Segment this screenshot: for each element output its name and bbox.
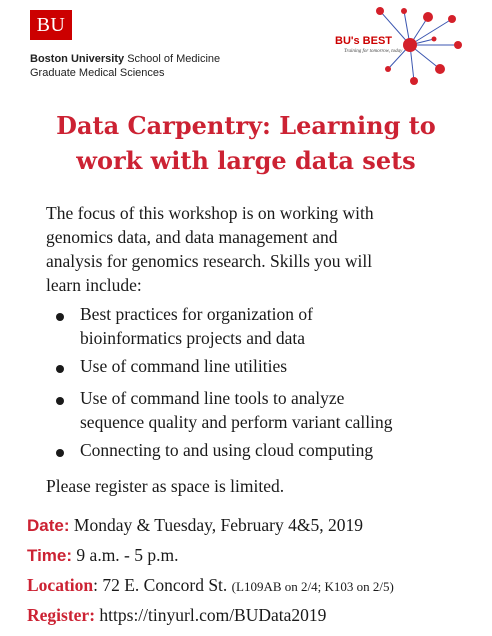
- bullet-icon: [56, 365, 64, 373]
- list-item: [80, 438, 480, 462]
- list-item-line: sequence quality and perform variant calling: [80, 412, 393, 432]
- list-item-line: Connecting to and using cloud computing: [80, 440, 374, 460]
- time-value: 9 a.m. - 5 p.m.: [72, 545, 179, 565]
- division-name: Graduate Medical Sciences: [30, 67, 165, 79]
- title-line-1: Data Carpentry: Learning to: [56, 111, 436, 140]
- list-item: [80, 354, 480, 378]
- network-logo-icon: [370, 5, 465, 90]
- date-value: Monday & Tuesday, February 4&5, 2019: [69, 515, 363, 535]
- bullet-icon: [56, 397, 64, 405]
- page-title: [20, 108, 472, 178]
- intro-line: The focus of this workshop is on working with: [46, 203, 374, 223]
- date-label: Date:: [27, 516, 70, 535]
- location-label: Location: [27, 575, 94, 595]
- list-item-line: Use of command line tools to analyze: [80, 388, 345, 408]
- list-item: [80, 386, 480, 434]
- intro-paragraph: [46, 201, 456, 297]
- date-row: [27, 513, 363, 538]
- intro-line: analysis for genomics research. Skills you will: [46, 251, 373, 271]
- closing-note: Please register as space is limited.: [46, 476, 285, 496]
- institution-school: School of Medicine: [124, 53, 221, 65]
- intro-line: learn include:: [46, 275, 142, 295]
- time-row: [27, 543, 179, 568]
- location-value: : 72 E. Concord St.: [93, 575, 232, 595]
- institution-bold: Boston University: [30, 53, 125, 65]
- register-link[interactable]: https://tinyurl.com/BUData2019: [95, 605, 327, 625]
- location-rooms: (L109AB on 2/4; K103 on 2/5): [231, 579, 394, 594]
- time-label: Time:: [27, 546, 73, 565]
- register-label: Register:: [27, 605, 96, 625]
- list-item-line: Best practices for organization of: [80, 304, 313, 324]
- location-row: [27, 573, 394, 599]
- list-item: [80, 302, 480, 350]
- institution-name: [30, 53, 220, 65]
- register-row: [27, 603, 326, 627]
- program-title: BU's BEST: [335, 35, 393, 47]
- bullet-icon: [56, 313, 64, 321]
- program-tagline: Training for tomorrow, today: [344, 49, 403, 54]
- title-line-2: work with large data sets: [76, 146, 416, 175]
- bu-logo: BU: [30, 10, 72, 40]
- bullet-icon: [56, 449, 64, 457]
- list-item-line: bioinformatics projects and data: [80, 328, 305, 348]
- intro-line: genomics data, and data management and: [46, 227, 338, 247]
- list-item-line: Use of command line utilities: [80, 356, 288, 376]
